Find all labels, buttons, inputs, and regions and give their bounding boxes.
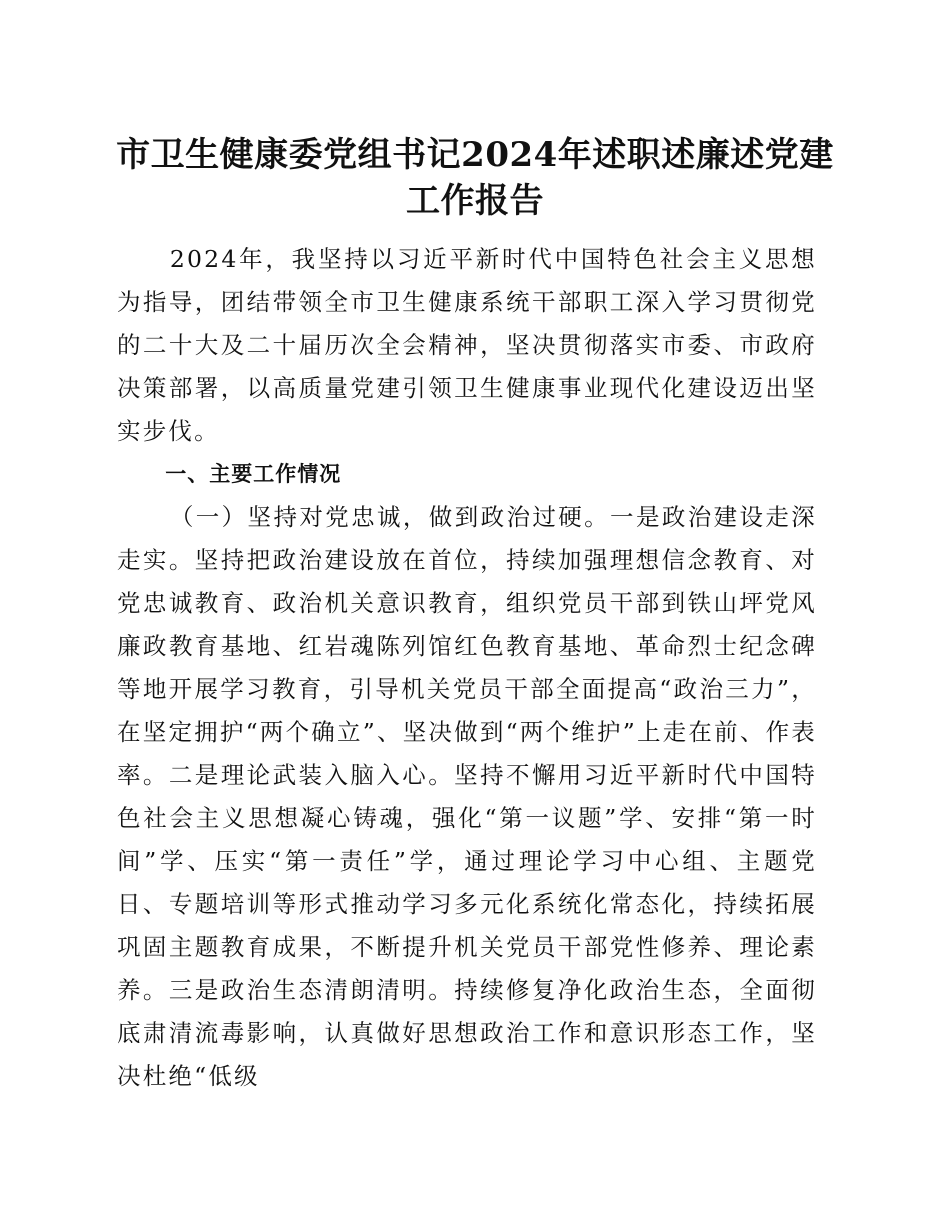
document-body bbox=[117, 238, 817, 1098]
section-heading: 一、主要工作情况 bbox=[165, 462, 342, 486]
intro-paragraph: 2024年，我坚持以习近平新时代中国特色社会主义思想为指导，团结带领全市卫生健康系统干部职工深入学习贯彻党的二十大及二十届历次全会精神，坚决贯彻落实市委、市政府决策部署，以高质量党建引领卫生健康事业现代化建设迈出坚实步伐。 bbox=[117, 245, 817, 445]
section-paragraph: （一）坚持对党忠诚，做到政治过硬。一是政治建设走深走实。坚持把政治建设放在首位，持续加强理想信念教育、对党忠诚教育、政治机关意识教育，组织党员干部到铁山坪党风廉政教育基地、红岩魂陈列馆红色教育基地、革命烈士纪念碑等地开展学习教育，引导机关党员干部全面提高“政治三力”，在坚定拥护“两个确立”、坚决做到“两个维护”上走在前、作表率。二是理论武装入脑入心。坚持不懈用习近平新时代中国特色社会主义思想凝心铸魂，强化“第一议题”学、安排“第一时间”学、压实“第一责任”学，通过理论学习中心组、主题党日、专题培训等形式推动学习多元化系统化常态化，持续拓展巩固主题教育成果，不断提升机关党员干部党性修养、理论素养。三是政治生态清朗清明。持续修复净化政治生态，全面彻底肃清流毒影响，认真做好思想政治工作和意识形态工作，坚决杜绝“低级 bbox=[117, 503, 817, 1090]
document-title: 市卫生健康委党组书记2024年述职述廉述党建工作报告 bbox=[116, 135, 834, 221]
